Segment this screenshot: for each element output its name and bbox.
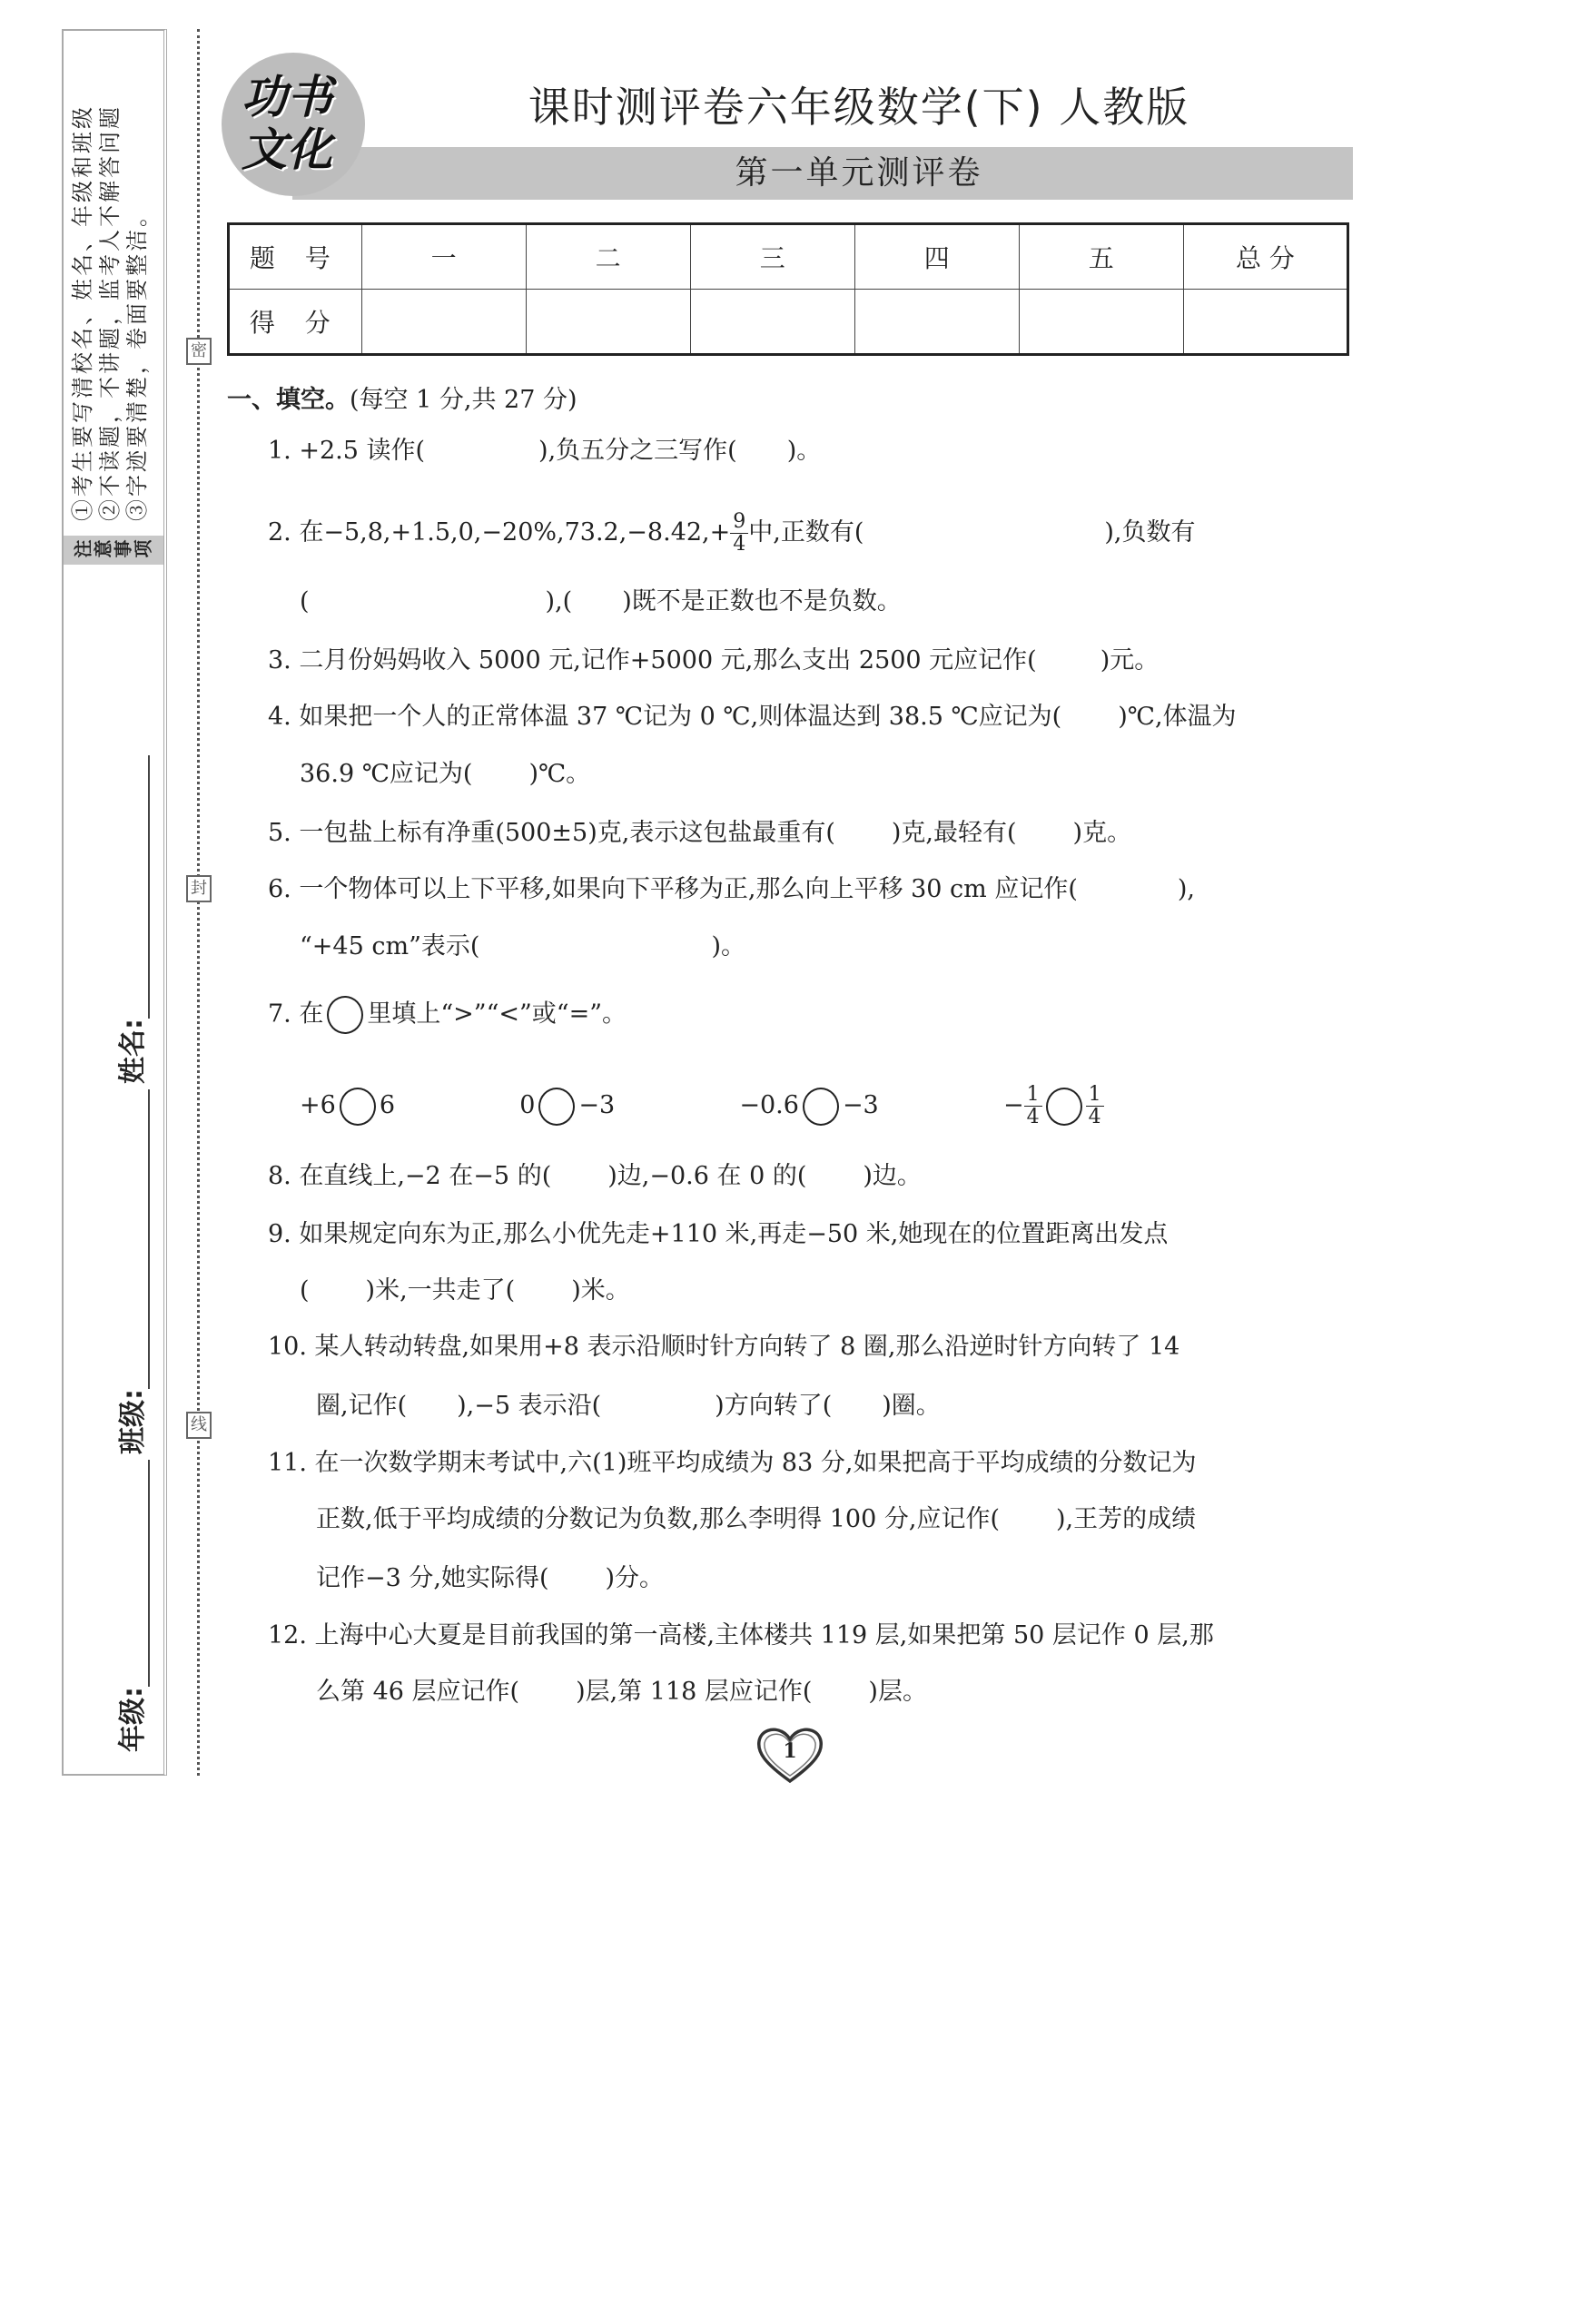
- class-label: 班级:: [117, 1389, 149, 1454]
- question-10: 10. 某人转动转盘,如果用+8 表示沿顺时针方向转了 8 圈,那么沿逆时针方向转了 14: [268, 1333, 1180, 1361]
- question-2: 2. 在−5,8,+1.5,0,−20%,73.2,−8.42,+ $\frac{9}{4}$ 中,正数有( ),负数有: [268, 510, 1196, 556]
- question-7-items: +6 6 0 −3 −0.6 −3 − $\frac{1}{4}$ $\frac{1}{4}$: [300, 1084, 1104, 1128]
- grade-field[interactable]: [119, 1460, 150, 1687]
- exam-notes: [64, 36, 163, 565]
- score-cell[interactable]: [361, 290, 526, 355]
- compare-circle[interactable]: [340, 1088, 376, 1126]
- name-field[interactable]: [119, 755, 150, 1019]
- note-line: ③字迹要清楚，卷面要整洁。: [124, 202, 150, 521]
- score-cell[interactable]: [854, 290, 1019, 355]
- compare-circle[interactable]: [803, 1088, 839, 1126]
- compare-circle[interactable]: [538, 1088, 575, 1126]
- header-cell: 四: [854, 224, 1019, 290]
- question-11-cont: 记作−3 分,她实际得( )分。: [316, 1564, 665, 1592]
- score-cell[interactable]: [1019, 290, 1183, 355]
- score-cell[interactable]: [526, 290, 690, 355]
- circle-blank-icon: [327, 996, 363, 1034]
- header-cell: 一: [361, 224, 526, 290]
- notes-label: 注意事项: [64, 536, 163, 565]
- score-cell[interactable]: [1183, 290, 1347, 355]
- row-label: 得 分: [229, 290, 362, 355]
- class-field[interactable]: [119, 1089, 150, 1389]
- student-info: [108, 744, 150, 1752]
- fraction: $\frac{1}{4}$: [1086, 1084, 1104, 1128]
- page-number: 1: [755, 1725, 824, 1785]
- question-7: 7. 在 里填上“>”“<”或“=”。: [268, 996, 627, 1034]
- question-6-cont: “+45 cm”表示( )。: [300, 932, 745, 960]
- seal-feng: 封: [186, 875, 212, 902]
- fraction: $\frac{9}{4}$: [730, 511, 748, 556]
- fraction: $\frac{1}{4}$: [1024, 1084, 1042, 1128]
- seal-xian: 线: [186, 1412, 212, 1439]
- question-12-cont: 么第 46 层应记作( )层,第 118 层应记作( )层。: [316, 1678, 927, 1706]
- score-cell[interactable]: [690, 290, 854, 355]
- question-10-cont: 圈,记作( ),−5 表示沿( )方向转了( )圈。: [316, 1392, 941, 1420]
- question-2-cont: ( ),( )既不是正数也不是负数。: [300, 587, 902, 615]
- question-8: 8. 在直线上,−2 在−5 的( )边,−0.6 在 0 的( )边。: [268, 1162, 922, 1190]
- question-4-cont: 36.9 ℃应记为( )℃。: [300, 760, 591, 788]
- table-row: [229, 290, 1348, 355]
- header-cell: 题 号: [229, 224, 362, 290]
- note-line: ②不读题，不讲题，监考人不解答问题: [97, 104, 123, 521]
- question-11: 11. 在一次数学期末考试中,六(1)班平均成绩为 83 分,如果把高于平均成绩的分数记为: [268, 1449, 1197, 1477]
- question-5: 5. 一包盐上标有净重(500±5)克,表示这包盐最重有( )克,最轻有( )克。: [268, 819, 1132, 847]
- grade-label: 年级:: [117, 1687, 149, 1752]
- header-cell: 二: [526, 224, 690, 290]
- question-4: 4. 如果把一个人的正常体温 37 ℃记为 0 ℃,则体温达到 38.5 ℃应记为( )℃,体温为: [268, 703, 1237, 731]
- header-cell: 总 分: [1183, 224, 1347, 290]
- question-12: 12. 上海中心大夏是目前我国的第一高楼,主体楼共 119 层,如果把第 50 层记作 0 层,那: [268, 1621, 1214, 1649]
- seal-dotted-line: [197, 29, 200, 1776]
- header-cell: 三: [690, 224, 854, 290]
- note-line: ①考生要写清校名、姓名、年级和班级: [70, 104, 95, 521]
- question-9: 9. 如果规定向东为正,那么小优先走+110 米,再走−50 米,她现在的位置距离出发点: [268, 1220, 1169, 1248]
- section-heading: 一、填空。(每空 1 分,共 27 分): [227, 386, 577, 414]
- seal-mi: 密: [186, 338, 212, 365]
- publisher-logo: 功书 文化: [222, 53, 365, 196]
- question-11-cont: 正数,低于平均成绩的分数记为负数,那么李明得 100 分,应记作( ),王芳的成绩: [316, 1505, 1197, 1533]
- header-cell: 五: [1019, 224, 1183, 290]
- unit-subtitle: 第一单元测评卷: [292, 147, 1353, 200]
- page-title: 课时测评卷六年级数学(下) 人教版: [528, 83, 1190, 132]
- name-label: 姓名:: [117, 1019, 149, 1084]
- question-1: 1. +2.5 读作( ),负五分之三写作( )。: [268, 437, 822, 465]
- question-3: 3. 二月份妈妈收入 5000 元,记作+5000 元,那么支出 2500 元应记作( )元。: [268, 646, 1160, 675]
- score-table: [227, 222, 1349, 356]
- question-6: 6. 一个物体可以上下平移,如果向下平移为正,那么向上平移 30 cm 应记作( ),: [268, 875, 1195, 903]
- compare-circle[interactable]: [1046, 1088, 1082, 1126]
- table-row: [229, 224, 1348, 290]
- question-9-cont: ( )米,一共走了( )米。: [300, 1276, 630, 1305]
